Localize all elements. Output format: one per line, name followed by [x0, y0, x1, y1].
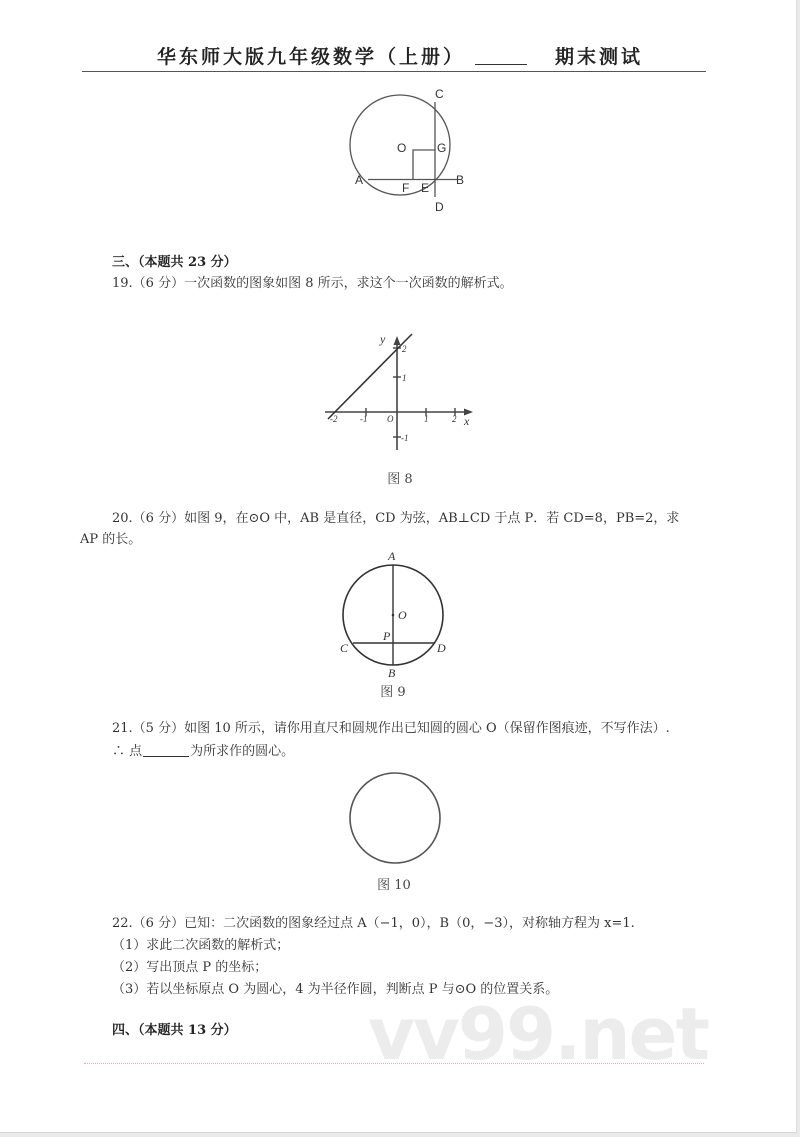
header-rule: [82, 71, 706, 72]
label-B: B: [388, 666, 396, 680]
q20-line1: 20.（6 分）如图 9，在⊙O 中，AB 是直径，CD 为弦，AB⊥CD 于点 P．若 CD=8，PB=2，求: [112, 511, 680, 526]
figure-8-graph: [310, 325, 490, 455]
q21-line1: 21.（5 分）如图 10 所示，请你用直尺和圆规作出已知圆的圆心 O（保留作图痕迹，不写作法）.: [112, 721, 670, 736]
header-title-right: 期末测试: [555, 46, 644, 68]
figure-9-caption: 图 9: [380, 685, 406, 700]
y-tick-1: 1: [402, 373, 407, 383]
page-bottom-rule: [84, 1063, 704, 1064]
q22-line1: 22.（6 分）已知：二次函数的图象经过点 A（−1，0），B（0，−3），对称轴方程为 x=1.: [112, 916, 635, 931]
label-B: B: [456, 173, 465, 187]
label-C: C: [340, 641, 349, 655]
q21-answer-blank[interactable]: [143, 742, 189, 757]
q22-sub2: （2）写出顶点 P 的坐标；: [112, 960, 268, 975]
watermark: vv99.net: [368, 992, 708, 1076]
y-axis-label: y: [380, 332, 386, 346]
label-D: D: [437, 641, 446, 655]
figure-10-circle: [348, 772, 448, 872]
q22-sub1: （1）求此二次函数的解析式；: [112, 938, 290, 953]
label-G: G: [437, 141, 447, 155]
x-tick-1: 1: [424, 414, 429, 424]
q19-text: 19.（6 分）一次函数的图象如图 8 所示，求这个一次函数的解析式。: [112, 276, 513, 291]
label-C: C: [435, 87, 444, 101]
label-E: E: [421, 181, 430, 195]
header-blank: [475, 46, 527, 65]
label-O: O: [397, 141, 407, 155]
q20-line2: AP 的长。: [80, 532, 142, 547]
section3-heading: 三、（本题共 23 分）: [112, 255, 237, 270]
label-A: A: [388, 549, 396, 563]
figure-10-caption: 图 10: [377, 878, 411, 893]
figure-8-caption: 图 8: [387, 472, 413, 487]
x-axis-label: x: [464, 414, 470, 428]
q22-sub3: （3）若以坐标原点 O 为圆心，4 为半径作圆，判断点 P 与⊙O 的位置关系。: [112, 982, 559, 997]
label-P: P: [383, 629, 391, 643]
origin-label: O: [387, 414, 394, 424]
figure-circle-chords: [340, 80, 480, 220]
q21-prefix: ∴ 点: [112, 744, 143, 759]
section4-heading: 四、（本题共 13 分）: [112, 1023, 237, 1038]
label-A: A: [355, 173, 364, 187]
label-F: F: [402, 181, 410, 195]
header-title: [80, 42, 720, 69]
figure-9-circle: [320, 545, 480, 695]
header-title-left: 华东师大版九年级数学（上册）: [156, 46, 465, 68]
x-tick-2: 2: [452, 414, 457, 424]
x-tick-neg2: -2: [330, 414, 338, 424]
label-O: O: [398, 608, 407, 622]
q21-line2: [112, 742, 294, 761]
label-D: D: [435, 200, 444, 214]
q21-suffix: 为所求作的圆心。: [190, 744, 295, 759]
y-tick-neg1: -1: [401, 433, 409, 443]
x-tick-neg1: -1: [360, 414, 368, 424]
y-tick-2: 2: [402, 344, 407, 354]
